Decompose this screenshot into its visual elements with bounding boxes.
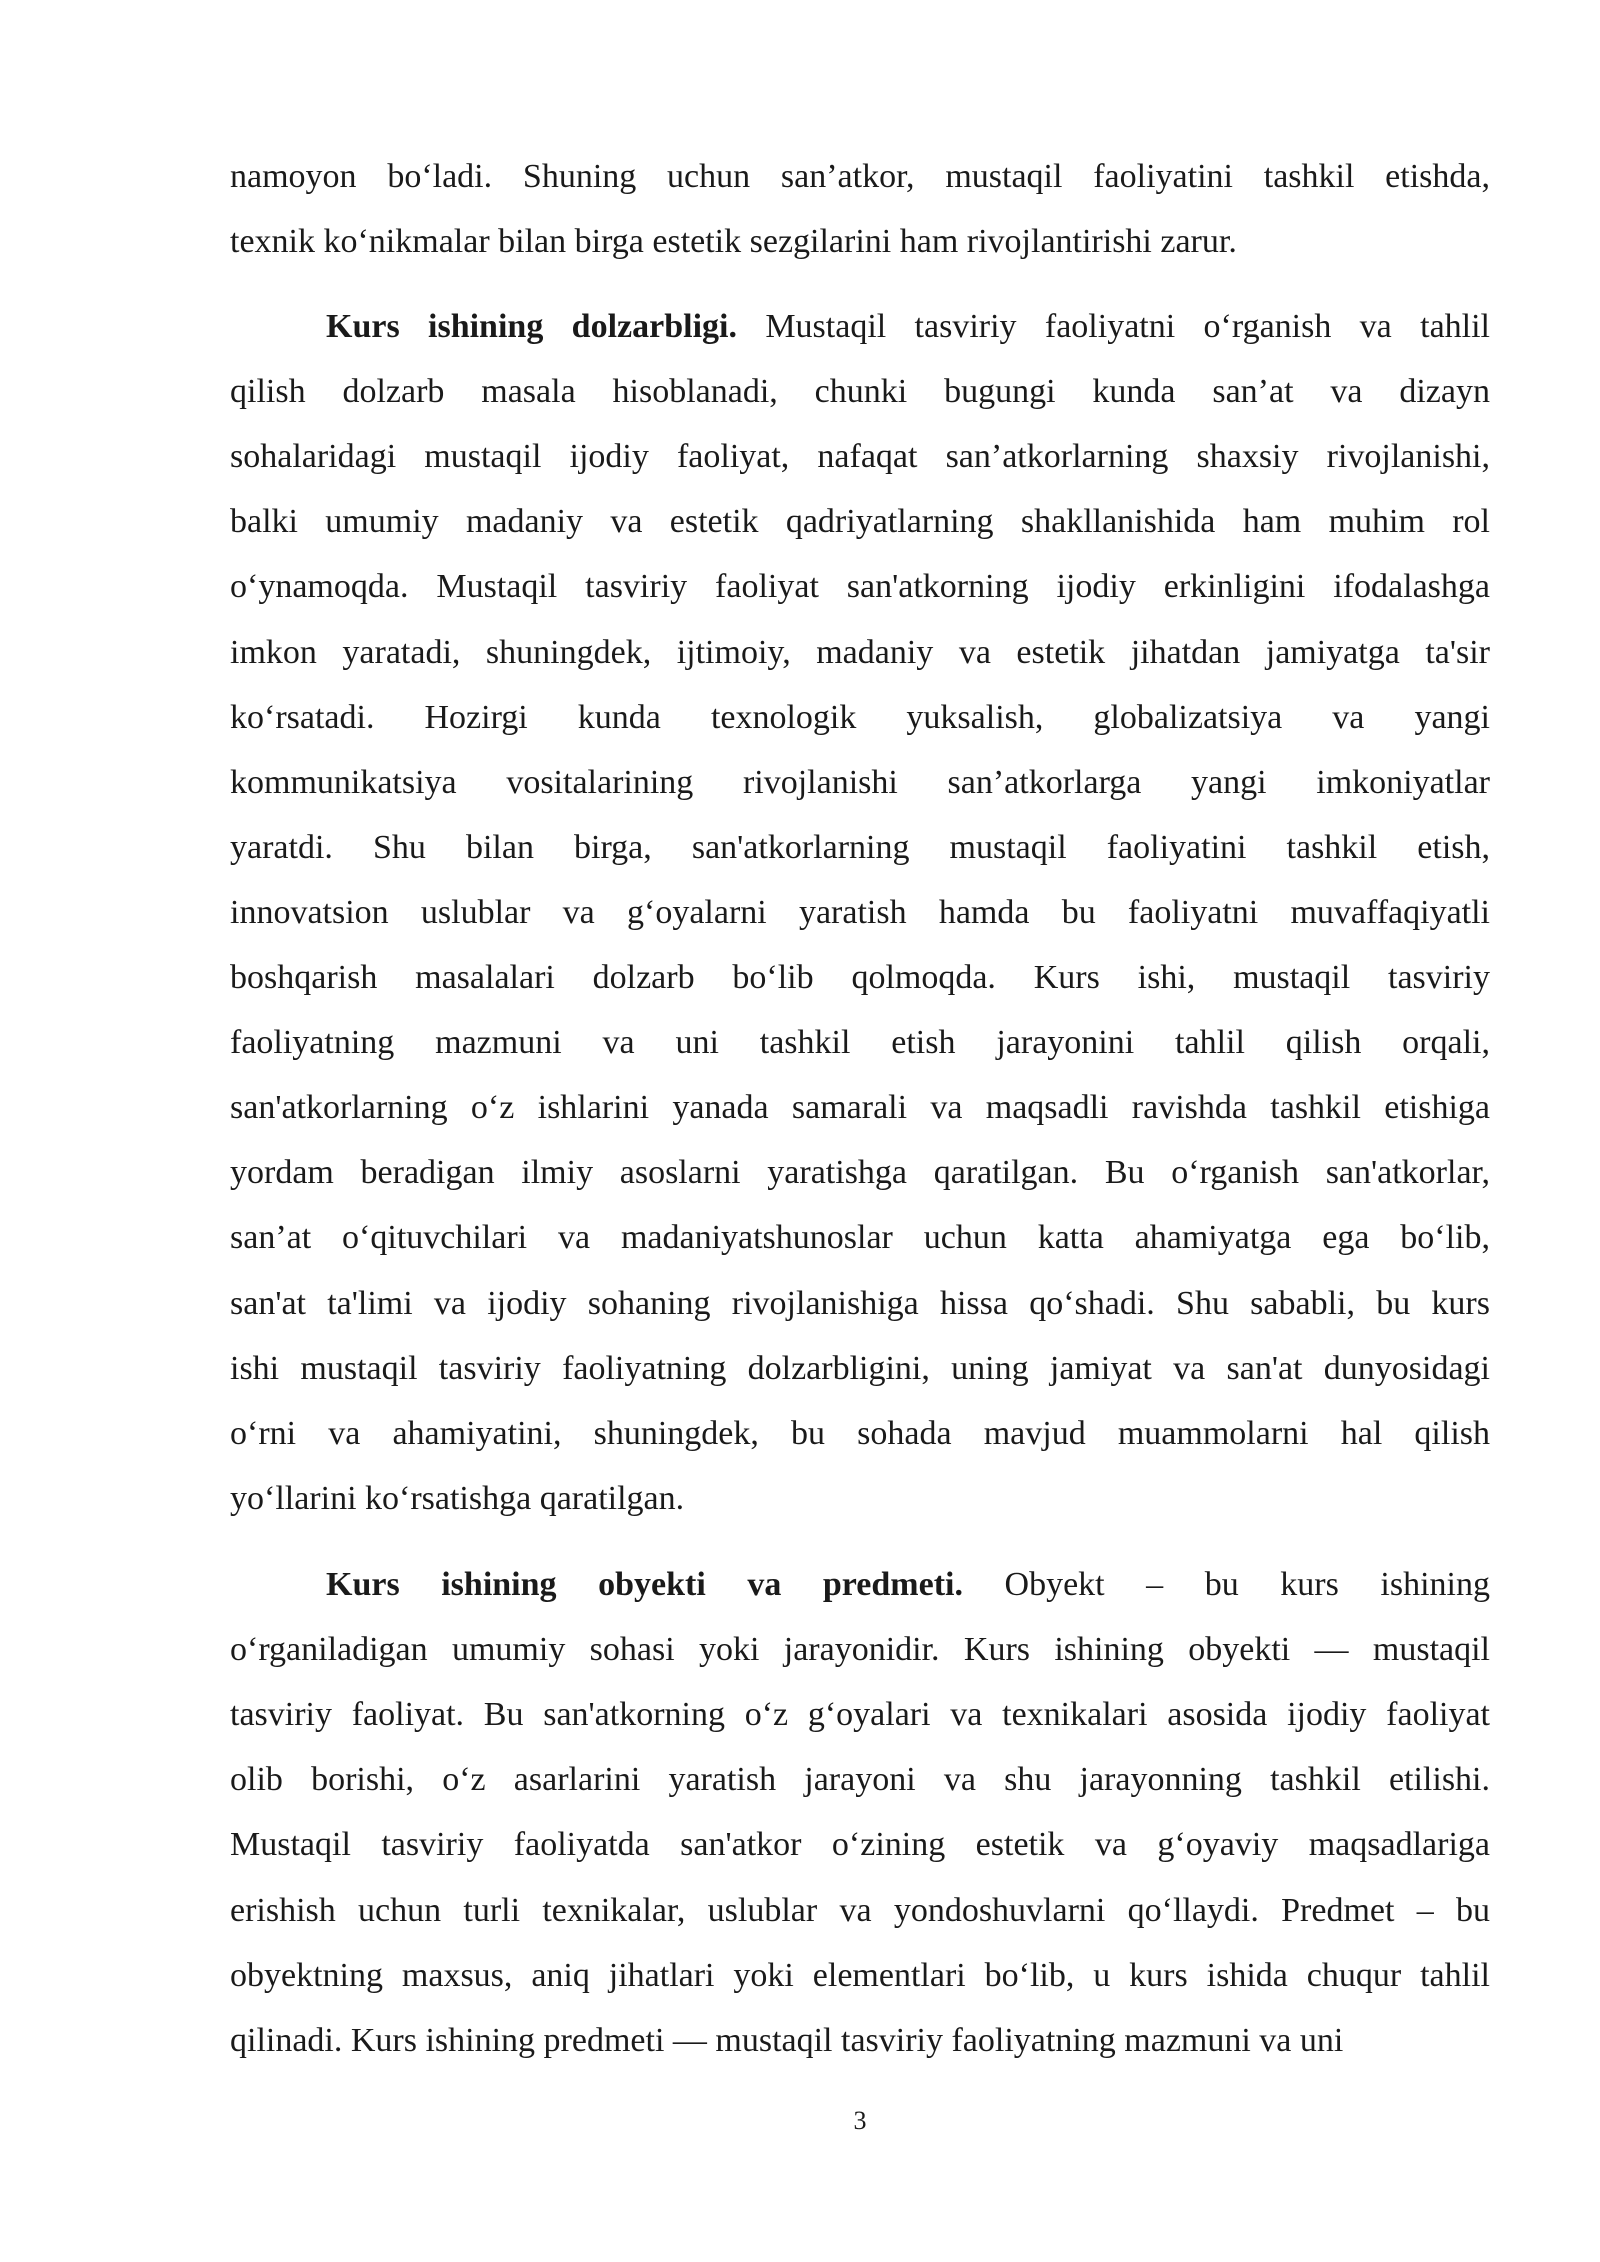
paragraph-line [230, 1951, 1490, 2001]
paragraph-line [230, 1886, 1490, 1936]
line-text: oʻynamoqda. Mustaqil tasviriy faoliyat san'atkorning ijodiy erkinligini ifodalashga [230, 568, 1490, 606]
line-text: ishi mustaqil tasviriy faoliyatning dolzarbligini, uning jamiyat va san'at dunyosidagi [230, 1349, 1490, 1387]
line-text: obyektning maxsus, aniq jihatlari yoki elementlari boʻlib, u kurs ishida chuqur tahlil [230, 1956, 1490, 1994]
line-text: tasviriy faoliyat. Bu san'atkorning oʻz gʻoyalari va texnikalari asosida ijodiy faoliyat [230, 1696, 1490, 1734]
paragraph-line [230, 628, 1490, 678]
paragraph-line [230, 1409, 1490, 1459]
paragraph-line [230, 953, 1490, 1003]
line-text: sohalaridagi mustaqil ijodiy faoliyat, nafaqat san’atkorlarning shaxsiy rivojlanishi, [230, 438, 1490, 476]
paragraph-line [230, 152, 1490, 202]
paragraph-line [230, 1344, 1490, 1394]
paragraph-line [230, 302, 1490, 352]
section-heading: Kurs ishining obyekti va predmeti. [326, 1566, 963, 1603]
paragraph-line [230, 888, 1490, 938]
line-text: Mustaqil tasviriy faoliyatda san'atkor oʻzining estetik va gʻoyaviy maqsadlariga [230, 1826, 1490, 1864]
line-text: san'at ta'limi va ijodiy sohaning rivojlanishiga hissa qoʻshadi. Shu sababli, bu kurs [230, 1284, 1490, 1322]
line-text: qilinadi. Kurs ishining predmeti — mustaqil tasviriy faoliyatning mazmuni va uni [230, 2021, 1344, 2059]
line-text: innovatsion uslublar va gʻoyalarni yaratish hamda bu faoliyatni muvaffaqiyatli [230, 893, 1490, 931]
paragraph-line [230, 1083, 1490, 1133]
paragraph-line [230, 693, 1490, 743]
paragraph-line [230, 1625, 1490, 1675]
page-number: 3 [853, 2106, 867, 2135]
paragraph-line [230, 758, 1490, 808]
line-text: namoyon boʻladi. Shuning uchun san’atkor, mustaqil faoliyatini tashkil etishda, [230, 158, 1490, 195]
line-text: Mustaqil tasviriy faoliyatni oʻrganish va tahlil [736, 308, 1490, 345]
line-text: koʻrsatadi. Hozirgi kunda texnologik yuksalish, globalizatsiya va yangi [230, 698, 1490, 736]
paragraph-line [230, 562, 1490, 612]
paragraph-line [230, 1213, 1490, 1263]
paragraph-line [230, 1690, 1490, 1740]
line-text: imkon yaratadi, shuningdek, ijtimoiy, madaniy va estetik jihatdan jamiyatga ta'sir [230, 633, 1490, 671]
paragraph-line [230, 1018, 1490, 1068]
line-text: erishish uchun turli texnikalar, uslublar va yondoshuvlarni qoʻllaydi. Predmet – bu [230, 1891, 1490, 1929]
line-text: Obyekt – bu kurs ishining [962, 1566, 1490, 1603]
line-text: kommunikatsiya vositalarining rivojlanishi san’atkorlarga yangi imkoniyatlar [230, 763, 1490, 801]
paragraph-line [230, 2016, 1490, 2066]
paragraph-line [230, 1148, 1490, 1198]
line-text: olib borishi, oʻz asarlarini yaratish jarayoni va shu jarayonning tashkil etilishi. [230, 1761, 1490, 1799]
line-text: oʻrganiladigan umumiy sohasi yoki jarayonidir. Kurs ishining obyekti — mustaqil [230, 1631, 1490, 1669]
line-text: yoʻllarini koʻrsatishga qaratilgan. [230, 1479, 685, 1517]
line-text: balki umumiy madaniy va estetik qadriyatlarning shakllanishida ham muhim rol [230, 503, 1490, 541]
paragraph-line [230, 217, 1490, 267]
line-text: san'atkorlarning oʻz ishlarini yanada samarali va maqsadli ravishda tashkil etishiga [230, 1089, 1490, 1127]
line-text: texnik koʻnikmalar bilan birga estetik sezgilarini ham rivojlantirishi zarur. [230, 223, 1237, 261]
paragraph-line [230, 1279, 1490, 1329]
line-text: qilish dolzarb masala hisoblanadi, chunki bugungi kunda san’at va dizayn [230, 373, 1490, 411]
paragraph-line [230, 497, 1490, 547]
line-text: boshqarish masalalari dolzarb boʻlib qolmoqda. Kurs ishi, mustaqil tasviriy [230, 959, 1490, 996]
line-text: yordam beradigan ilmiy asoslarni yaratishga qaratilgan. Bu oʻrganish san'atkorlar, [230, 1154, 1490, 1192]
paragraph-line [230, 367, 1490, 417]
paragraph-line [230, 1474, 1490, 1524]
line-text: san’at oʻqituvchilari va madaniyatshunoslar uchun katta ahamiyatga ega boʻlib, [230, 1219, 1490, 1257]
paragraph-line [230, 1755, 1490, 1805]
section-heading: Kurs ishining dolzarbligi. [326, 308, 737, 345]
paragraph-line [230, 1560, 1490, 1610]
paragraph-line [230, 432, 1490, 482]
paragraph-line [230, 1820, 1490, 1870]
paragraph-line [230, 823, 1490, 873]
line-text: yaratdi. Shu bilan birga, san'atkorlarning mustaqil faoliyatini tashkil etish, [230, 828, 1490, 866]
line-text: faoliyatning mazmuni va uni tashkil etish jarayonini tahlil qilish orqali, [230, 1024, 1490, 1062]
line-text: oʻrni va ahamiyatini, shuningdek, bu sohada mavjud muammolarni hal qilish [230, 1414, 1490, 1452]
